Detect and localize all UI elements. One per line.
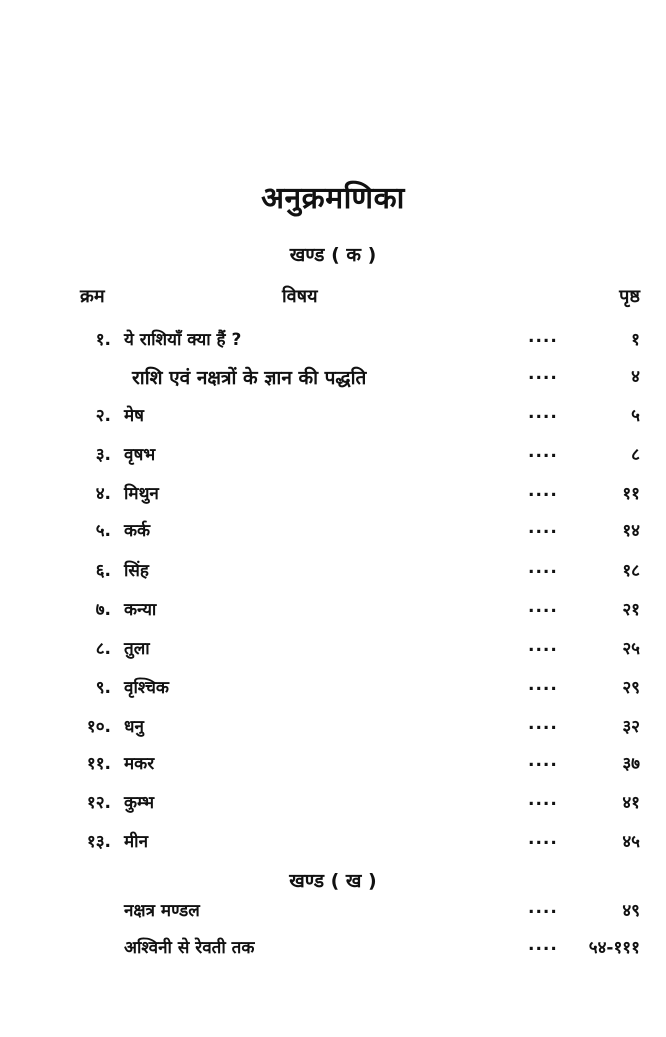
row-page-number: ४९ [622,901,640,921]
row-number: १०. [86,717,111,737]
row-subject: वृश्चिक [124,678,169,698]
row-subject: कन्या [124,600,157,620]
toc-row [0,442,666,472]
toc-row [0,675,666,705]
dot-leader: .... [528,714,558,734]
row-number: ११. [86,754,111,774]
row-number: २. [95,406,111,426]
row-page-number: २९ [622,678,640,698]
row-subject: ये राशियाँ क्या हैं ? [124,330,242,350]
column-header-sno: क्रम [80,286,105,307]
row-subject: मिथुन [124,484,159,504]
row-subject: कर्क [124,521,151,541]
row-subject: तुला [124,639,150,659]
row-number: ४. [95,484,111,504]
row-page-number: १८ [622,561,640,581]
dot-leader: .... [528,518,558,538]
row-number: १२. [86,793,111,813]
row-number: ३. [95,445,111,465]
column-header-page: पृष्ठ [619,286,640,307]
row-page-number: ११ [622,484,640,504]
dot-leader: .... [528,898,558,918]
toc-row [0,558,666,588]
dot-leader: .... [528,597,558,617]
toc-row [0,898,666,928]
toc-row [0,518,666,548]
toc-row [0,935,666,965]
toc-row [0,829,666,859]
row-number: ८. [95,639,111,659]
column-header-subject: विषय [282,286,318,307]
toc-row [0,714,666,744]
section-heading-kha: खण्ड ( ख ) [289,870,377,892]
row-page-number: १ [631,330,640,350]
toc-row [0,481,666,511]
dot-leader: .... [528,935,558,955]
row-subject: मीन [124,832,149,852]
page-title: अनुक्रमणिका [261,181,405,216]
toc-row [0,636,666,666]
dot-leader: .... [528,442,558,462]
dot-leader: .... [528,790,558,810]
dot-leader: .... [528,636,558,656]
row-page-number: ८ [631,445,640,465]
row-page-number: ५४-१११ [588,938,640,958]
row-number: ५. [95,521,111,541]
toc-row [0,751,666,781]
toc-row [0,790,666,820]
dot-leader: .... [528,403,558,423]
row-subject: मेष [124,406,144,426]
toc-row [0,327,666,357]
row-page-number: ४१ [622,793,640,813]
dot-leader: .... [528,558,558,578]
row-page-number: ५ [631,406,640,426]
dot-leader: .... [528,481,558,501]
dot-leader: .... [528,364,558,384]
row-number: ९. [95,678,111,698]
row-page-number: ४५ [622,832,640,852]
section-heading-ka: खण्ड ( क ) [289,244,377,266]
dot-leader: .... [528,675,558,695]
row-page-number: ३७ [622,754,640,774]
row-page-number: १४ [622,521,640,541]
row-page-number: ३२ [622,717,640,737]
row-subject: वृषभ [124,445,156,465]
row-number: ७. [95,600,111,620]
toc-row [0,597,666,627]
row-number: १. [95,330,111,350]
row-subject: कुम्भ [124,793,155,813]
row-subject: मकर [124,754,155,774]
dot-leader: .... [528,829,558,849]
row-page-number: २१ [622,600,640,620]
row-page-number: २५ [622,639,640,659]
row-subject: राशि एवं नक्षत्रों के ज्ञान की पद्धति [132,367,367,389]
row-subject: नक्षत्र मण्डल [124,901,200,921]
row-number: १३. [86,832,111,852]
dot-leader: .... [528,751,558,771]
toc-row [0,364,666,394]
row-subject: अश्विनी से रेवती तक [124,938,255,958]
row-page-number: ४ [631,367,640,387]
toc-row [0,403,666,433]
row-number: ६. [95,561,111,581]
row-subject: सिंह [124,561,149,581]
dot-leader: .... [528,327,558,347]
row-subject: धनु [124,717,144,737]
